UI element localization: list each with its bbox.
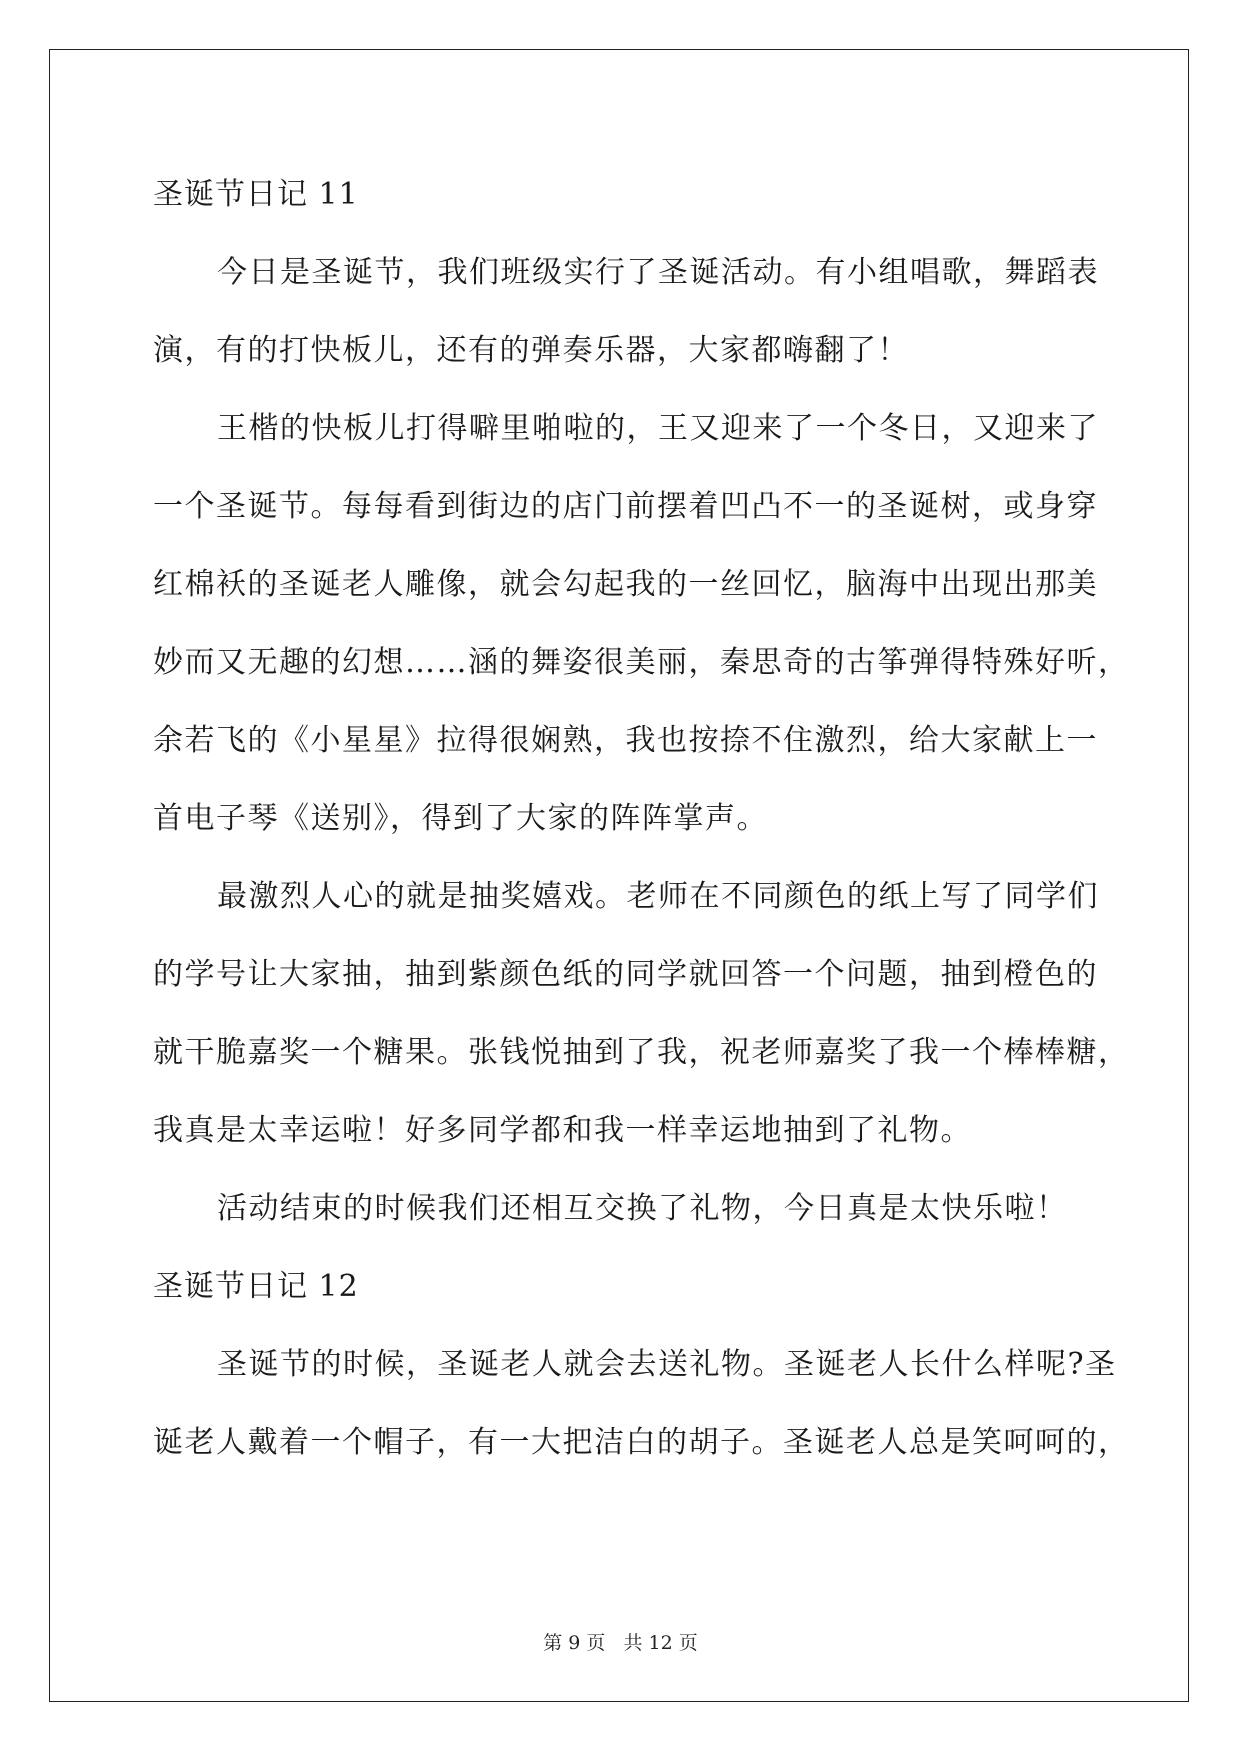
text-line: 圣诞节的时候，圣诞老人就会去送礼物。圣诞老人长什么样呢?圣 [217, 1347, 1117, 1382]
paragraph-1 [153, 234, 1099, 390]
text-line: 一个圣诞节。每每看到街边的店门前摆着凹凸不一的圣诞树，或身穿 [153, 489, 1098, 524]
paragraph-4 [153, 1170, 1093, 1248]
section-title-11: 圣诞节日记 11 [153, 177, 359, 212]
text-line: 的学号让大家抽，抽到紫颜色纸的同学就回答一个问题，抽到橙色的 [153, 957, 1098, 992]
text-line: 演，有的打快板儿，还有的弹奏乐器，大家都嗨翻了！ [153, 333, 909, 368]
text-line: 王楷的快板儿打得噼里啪啦的，王又迎来了一个冬日，又迎来了 [217, 411, 1099, 446]
text-line: 诞老人戴着一个帽子，有一大把洁白的胡子。圣诞老人总是笑呵呵的， [153, 1425, 1130, 1460]
text-line: 活动结束的时候我们还相互交换了礼物，今日真是太快乐啦！ [217, 1191, 1068, 1226]
page-number-total: 共 12 页 [623, 1632, 698, 1654]
paragraph-2 [153, 390, 1130, 858]
paragraph-5 [153, 1326, 1130, 1482]
page-number-current: 第 9 页 [543, 1632, 606, 1654]
text-line: 首电子琴《送别》，得到了大家的阵阵掌声。 [153, 801, 768, 836]
text-line: 红棉袄的圣诞老人雕像，就会勾起我的一丝回忆，脑海中出现出那美 [153, 567, 1098, 602]
text-line: 就干脆嘉奖一个糖果。张钱悦抽到了我，祝老师嘉奖了我一个棒棒糖， [153, 1035, 1130, 1070]
page-footer [0, 1628, 1241, 1655]
text-line: 最激烈人心的就是抽奖嬉戏。老师在不同颜色的纸上写了同学们 [217, 879, 1099, 914]
text-line: 今日是圣诞节，我们班级实行了圣诞活动。有小组唱歌，舞蹈表 [217, 255, 1099, 290]
text-line: 妙而又无趣的幻想……涵的舞姿很美丽，秦思奇的古筝弹得特殊好听， [153, 645, 1130, 680]
section-title-12: 圣诞节日记 12 [153, 1269, 359, 1304]
paragraph-3 [153, 858, 1130, 1170]
document-body [153, 156, 1130, 1482]
text-line: 我真是太幸运啦！好多同学都和我一样幸运地抽到了礼物。 [153, 1113, 972, 1148]
text-line: 余若飞的《小星星》拉得很娴熟，我也按捺不住激烈，给大家献上一 [153, 723, 1098, 758]
